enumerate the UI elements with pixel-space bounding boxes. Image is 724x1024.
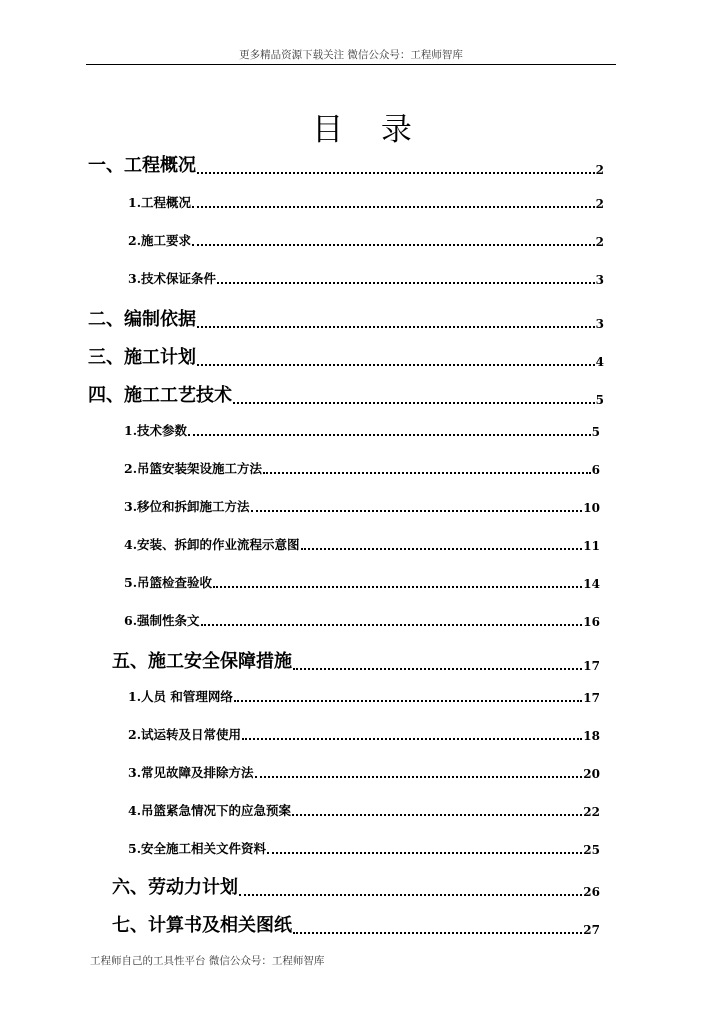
leader-dots (267, 840, 582, 855)
toc-entry[interactable] (124, 459, 600, 477)
toc-entry-label: 1.工程概况 (128, 195, 192, 210)
toc-entry[interactable] (128, 725, 600, 743)
toc-entry-label: 6.强制性条文 (124, 613, 200, 628)
leader-dots (213, 574, 582, 589)
leader-dots (293, 914, 582, 934)
toc-entry-page: 3 (595, 317, 604, 331)
toc-entry-label: 1.技术参数 (124, 423, 188, 438)
toc-entry[interactable] (128, 269, 604, 287)
toc-entry-page: 5 (591, 425, 600, 439)
leader-dots (239, 876, 582, 896)
leader-dots (234, 688, 582, 703)
toc-entry-page: 18 (583, 729, 600, 743)
toc-entry[interactable] (128, 193, 604, 211)
toc-entry[interactable] (124, 611, 600, 629)
toc-entry-label: 4.吊篮紧急情况下的应急预案 (128, 803, 292, 818)
toc-entry[interactable] (128, 687, 600, 705)
toc-entry[interactable] (128, 763, 600, 781)
toc-entry-label: 二、编制依据 (88, 309, 196, 330)
leader-dots (293, 650, 582, 670)
page-title: 目 录 (312, 112, 426, 148)
page-header: 更多精品资源下载关注 微信公众号：工程师智库 (86, 48, 616, 65)
page-footer: 工程师自己的工具性平台 微信公众号：工程师智库 (90, 955, 325, 967)
leader-dots (233, 384, 595, 404)
toc-entry[interactable] (124, 421, 600, 439)
leader-dots (197, 308, 595, 328)
toc-entry[interactable] (88, 343, 604, 369)
toc-entry-page: 2 (595, 235, 604, 249)
toc-entry-label: 3.技术保证条件 (128, 271, 217, 286)
leader-dots (292, 802, 582, 817)
toc-entry-label: 六、劳动力计划 (112, 877, 238, 898)
leader-dots (197, 346, 595, 366)
toc-entry[interactable] (124, 573, 600, 591)
toc-entry-page: 5 (595, 393, 604, 407)
toc-entry-label: 1.人员 和管理网络 (128, 689, 233, 704)
toc-entry-page: 6 (591, 463, 600, 477)
toc-entry[interactable] (124, 535, 600, 553)
leader-dots (197, 154, 595, 174)
toc-entry-page: 26 (583, 885, 600, 899)
toc-entry[interactable] (128, 839, 600, 857)
toc-entry-label: 3.常见故障及排除方法 (128, 765, 254, 780)
toc-entry-label: 五、施工安全保障措施 (112, 651, 292, 672)
toc-entry-label: 四、施工工艺技术 (88, 385, 232, 406)
toc-entry-page: 10 (583, 501, 600, 515)
toc-entry[interactable] (88, 151, 604, 177)
toc-entry-label: 一、工程概况 (88, 155, 196, 176)
toc-entry[interactable] (88, 381, 604, 407)
toc-entry-page: 17 (583, 691, 600, 705)
toc-entry-label: 2.吊篮安装架设施工方法 (124, 461, 263, 476)
toc-entry-label: 三、施工计划 (88, 347, 196, 368)
toc-entry[interactable] (128, 231, 604, 249)
leader-dots (192, 232, 595, 247)
toc-entry-label: 2.试运转及日常使用 (128, 727, 242, 742)
leader-dots (217, 270, 595, 285)
toc-entry-label: 七、计算书及相关图纸 (112, 915, 292, 936)
toc-entry[interactable] (112, 873, 600, 899)
toc-entry-page: 11 (583, 539, 600, 553)
leader-dots (263, 460, 591, 475)
toc-entry-label: 5.安全施工相关文件资料 (128, 841, 267, 856)
toc-entry-page: 17 (583, 659, 600, 673)
toc-entry-page: 2 (595, 163, 604, 177)
toc-entry[interactable] (128, 801, 600, 819)
toc-entry-page: 4 (595, 355, 604, 369)
toc-entry[interactable] (112, 911, 600, 937)
toc-entry-label: 2.施工要求 (128, 233, 192, 248)
leader-dots (251, 498, 583, 513)
toc-entry-page: 25 (583, 843, 600, 857)
toc-entry[interactable] (88, 305, 604, 331)
leader-dots (301, 536, 583, 551)
toc-entry-page: 20 (583, 767, 600, 781)
toc-entry-label: 4.安装、拆卸的作业流程示意图 (124, 537, 300, 552)
leader-dots (255, 764, 583, 779)
leader-dots (188, 422, 591, 437)
leader-dots (192, 194, 595, 209)
toc-entry-page: 22 (583, 805, 600, 819)
toc-entry-page: 3 (595, 273, 604, 287)
leader-dots (201, 612, 583, 627)
toc-entry-page: 16 (583, 615, 600, 629)
toc-entry-label: 5.吊篮检查验收 (124, 575, 213, 590)
toc-entry-page: 2 (595, 197, 604, 211)
toc-entry[interactable] (112, 647, 600, 673)
toc-entry-page: 27 (583, 923, 600, 937)
toc-entry[interactable] (124, 497, 600, 515)
leader-dots (242, 726, 582, 741)
toc-entry-page: 14 (583, 577, 600, 591)
toc-entry-label: 3.移位和拆卸施工方法 (124, 499, 250, 514)
